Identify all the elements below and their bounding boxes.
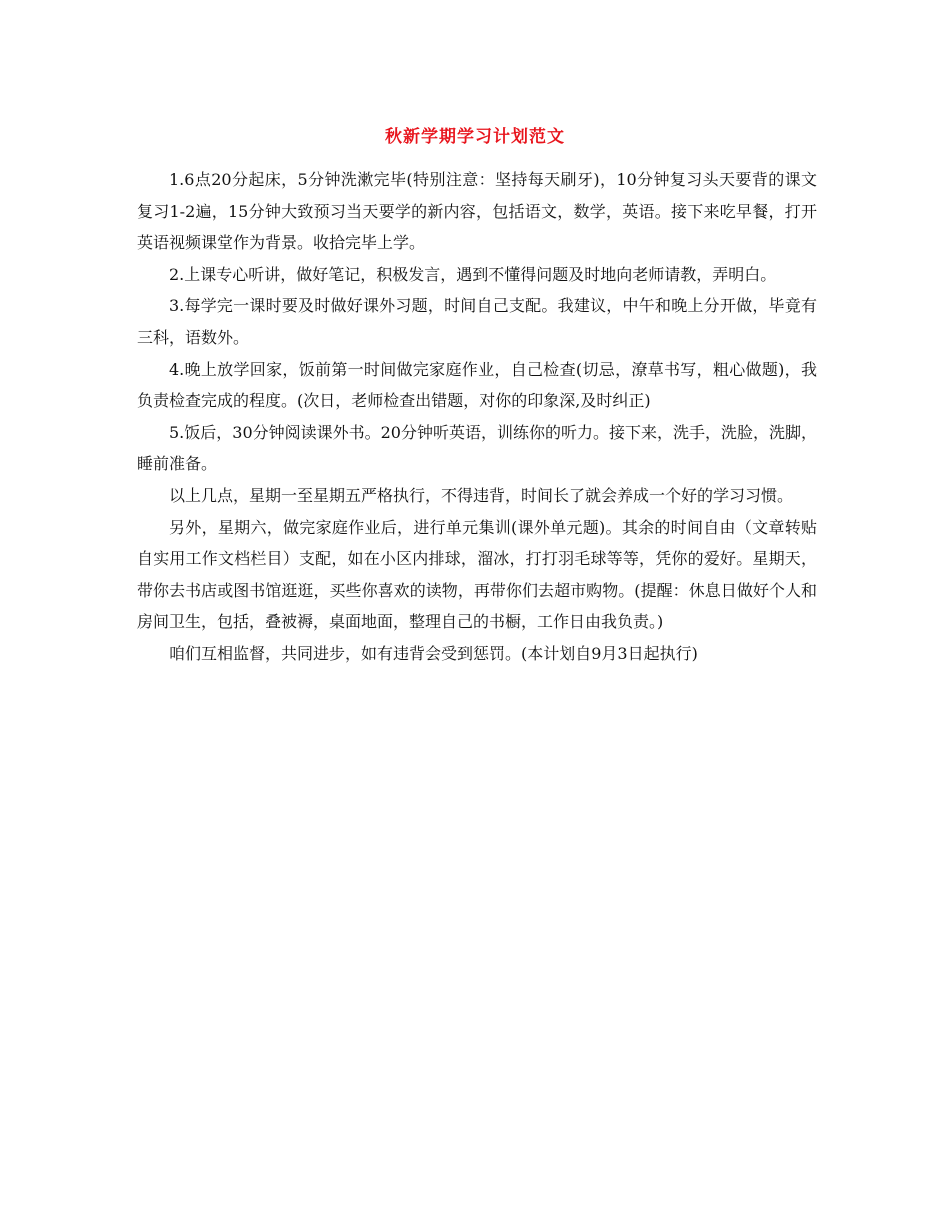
paragraph-3: 3.每学完一课时要及时做好课外习题，时间自己支配。我建议，中午和晚上分开做，毕竟有三科，语数外。	[137, 296, 817, 347]
document-body	[137, 164, 817, 670]
paragraph-7: 另外，星期六，做完家庭作业后，进行单元集训(课外单元题)。其余的时间自由（文章转贴自实用工作文档栏目）支配，如在小区内排球，溜冰，打打羽毛球等等，凭你的爱好。星期天，带你去书店或图书馆逛逛，买些你喜欢的读物，再带你们去超市购物。(提醒：休息日做好个人和房间卫生，包括，叠被褥，桌面地面，整理自己的书橱，工作日由我负责。)	[137, 517, 817, 632]
paragraph-5: 5.饭后，30分钟阅读课外书。20分钟听英语，训练你的听力。接下来，洗手，洗脸，洗脚，睡前准备。	[137, 422, 817, 474]
paragraph-8: 咱们互相监督，共同进步，如有违背会受到惩罚。(本计划自9月3日起执行)	[169, 643, 698, 663]
paragraph-1: 1.6点20分起床，5分钟洗漱完毕(特别注意：坚持每天刷牙)，10分钟复习头天要背的课文复习1-2遍，15分钟大致预习当天要学的新内容，包括语文，数学，英语。接下来吃早餐，打开英语视频课堂作为背景。收拾完毕上学。	[137, 170, 817, 253]
paragraph-4: 4.晚上放学回家，饭前第一时间做完家庭作业，自己检查(切忌，潦草书写，粗心做题)，我负责检查完成的程度。(次日，老师检查出错题，对你的印象深,及时纠正)	[137, 359, 817, 411]
paragraph-6: 以上几点，星期一至星期五严格执行，不得违背，时间长了就会养成一个好的学习习惯。	[169, 485, 794, 505]
document-title: 秋新学期学习计划范文	[385, 127, 565, 147]
paragraph-2: 2.上课专心听讲，做好笔记，积极发言，遇到不懂得问题及时地向老师请教，弄明白。	[169, 264, 777, 284]
